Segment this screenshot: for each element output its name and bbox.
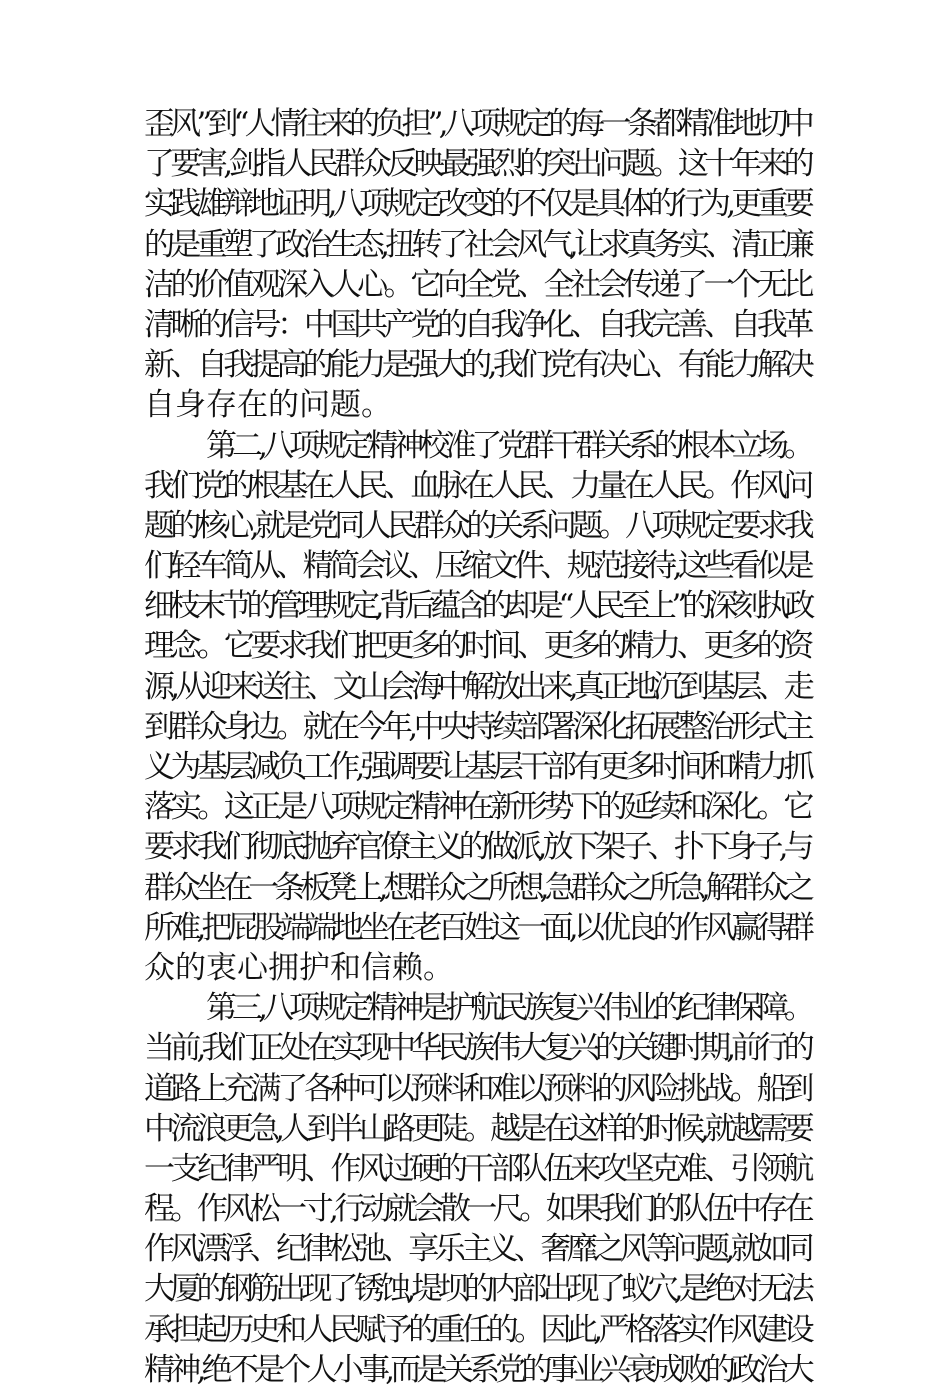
text-line: 义为基层减负工作,强调要让基层干部有更多时间和精力抓 [144,749,810,785]
text-line: 当前,我们正处在实现中华民族伟大复兴的关键时期,前行的 [144,1030,810,1067]
text-line: 承担起历史和人民赋予的重任的。因此,严格落实作风建设 [144,1311,810,1348]
text-line: 题的核心,就是党同人民群众的关系问题。八项规定要求我 [144,507,810,544]
text-line: 理念。它要求我们把更多的时间、更多的精力、更多的资 [144,628,810,665]
text-line: 细枝末节的管理规定,背后蕴含的却是“人民至上”的深刻执政 [144,588,810,625]
text-line: 程。作风松一寸,行动就会散一尺。如果我们的队伍中存在 [144,1191,810,1228]
text-line: 的是重塑了政治生态,扭转了社会风气,让求真务实、清正廉 [144,226,810,263]
paragraph [144,104,810,426]
text-line: 歪风”到“人情往来的负担”,八项规定的每一条都精准地切中 [144,106,810,142]
text-line: 源,从迎来送往、文山会海中解放出来,真正地沉到基层、走 [144,668,810,705]
text-line: 第二,八项规定精神校准了党群干群关系的根本立场。 [206,427,810,464]
text-line: 新、自我提高的能力是强大的,我们党有决心、有能力解决 [144,347,810,384]
text-line: 要求我们彻底抛弃官僚主义的做派,放下架子、扑下身子,与 [144,829,810,866]
text-line: 实践雄辩地证明,八项规定改变的不仅是具体的行为,更重要 [144,186,810,223]
paragraph [144,426,810,989]
text-line: 们轻车简从、精简会议、压缩文件、规范接待,这些看似是 [144,548,810,585]
text-line: 洁的价值观深入人心。它向全党、全社会传递了一个无比 [144,266,810,303]
text-line: 自身存在的问题。 [144,387,392,424]
text-line: 精神,绝不是个人小事,而是关系党的事业兴衰成败的政治大 [144,1351,810,1388]
text-line: 群众坐在一条板凳上,想群众之所想,急群众之所急,解群众之 [144,869,810,906]
text-line: 到群众身边。就在今年,中央持续部署深化拓展整治形式主 [144,708,810,745]
text-line: 众的衷心拥护和信赖。 [144,949,454,986]
paragraph [144,988,810,1390]
text-line: 落实。这正是八项规定精神在新形势下的延续和深化。它 [144,789,810,826]
text-line: 道路上充满了各种可以预料和难以预料的风险挑战。船到 [144,1070,810,1107]
text-line: 我们党的根基在人民、血脉在人民、力量在人民。作风问 [144,467,810,504]
text-line: 中流浪更急,人到半山路更陡。越是在这样的时候,就越需要 [144,1110,810,1147]
text-line: 第三,八项规定精神是护航民族复兴伟业的纪律保障。 [206,990,810,1027]
body-text [144,104,810,1390]
text-line: 清晰的信号：中国共产党的自我净化、自我完善、自我革 [144,306,810,343]
text-line: 作风漂浮、纪律松弛、享乐主义、奢靡之风等问题,就如同 [144,1231,810,1268]
text-line: 所难,把屁股端端地坐在老百姓这一面,以优良的作风赢得群 [144,909,810,946]
text-line: 大厦的钢筋出现了锈蚀,堤坝的内部出现了蚁穴,是绝对无法 [144,1271,810,1308]
text-line: 一支纪律严明、作风过硬的干部队伍来攻坚克难、引领航 [144,1150,810,1187]
text-line: 了要害,剑指人民群众反映最强烈的突出问题。这十年来的 [144,146,810,183]
